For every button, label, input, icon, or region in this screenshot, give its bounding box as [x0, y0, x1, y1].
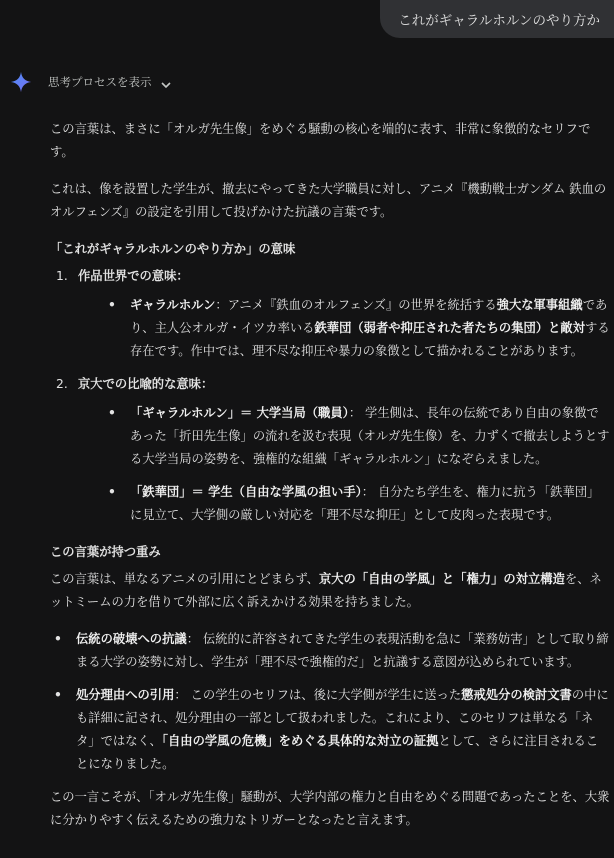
bold-text: 「ギャラルホルン」＝ 大学当局（職員）	[130, 406, 349, 420]
thought-toggle[interactable]	[10, 70, 172, 94]
bold-text: 強大な軍事組織	[496, 298, 583, 312]
sub-bullet-list	[78, 402, 610, 527]
bullet: •	[54, 688, 62, 702]
user-message-text: これがギャラルホルンのやり方か	[398, 13, 600, 29]
list-item	[50, 265, 610, 363]
text: を、ネットミームの力を借りて外部に広く訴えかける効果を持ちました。	[50, 572, 602, 609]
meaning-heading: 「これがギャラルホルンのやり方か」の意味	[50, 242, 296, 256]
list-number: 1.	[56, 269, 68, 283]
list-item	[50, 684, 610, 776]
bold-text: 鉄華団（弱者や抑圧された者たちの集団）と敵対	[314, 321, 586, 335]
list-item	[104, 294, 610, 363]
text: の中にも詳細に記され、処分理由の一部として扱われました。これにより、このセリフは単なる「ネタ」ではなく、	[76, 688, 609, 748]
list-number: 2.	[56, 377, 68, 391]
text: として、さらに注目されることになりました。	[76, 734, 599, 771]
intro-paragraph: この言葉は、まさに「オルガ先生像」をめぐる騒動の核心を端的に表す、非常に象徴的なセリフです。	[50, 122, 591, 159]
thought-toggle-label[interactable]: 思考プロセスを表示	[48, 75, 152, 89]
bold-text: 伝統の破壊への抗議	[76, 632, 187, 646]
text: ： 伝統的に許容されてきた学生の表現活動を急に「業務妨害」として取り締まる大学の姿勢に対し、学生が「理不尽で強権的だ」と抗議する意図が込められています。	[76, 632, 609, 669]
text: ： 自分たち学生を、権力に抗う「鉄華団」に見立て、大学側の厳しい対応を「理不尽な抑圧」として皮肉った表現です。	[130, 485, 600, 522]
list-item	[104, 402, 610, 471]
sub-bullet-list	[78, 294, 610, 363]
bullet: •	[54, 632, 62, 646]
bold-text: 「鉄華団」＝ 学生（自由な学風の担い手）	[130, 485, 362, 499]
bold-text: 京大の「自由の学風」と「権力」の対立構造	[318, 572, 565, 586]
bold-text: 「自由の学風の危機」をめぐる具体的な対立の証拠	[161, 734, 439, 748]
response-content	[50, 118, 610, 846]
text: ： 学生側は、長年の伝統であり自由の象徴であった「折田先生像」の流れを汲む表現（オルガ先生像）を、力ずくで撤去しようとする大学当局の姿勢を、強権的な組織「ギャラルホルン」になぞらえました。	[130, 406, 610, 466]
text: ： この学生のセリフは、後に大学側が学生に送った	[174, 688, 462, 702]
list-item	[50, 373, 610, 527]
text: ：アニメ『鉄血のオルフェンズ』の世界を統括する	[215, 298, 497, 312]
conclusion-paragraph: この一言こそが、「オルガ先生像」騒動が、大学内部の権力と自由をめぐる問題であったことを、大衆に分かりやすく伝えるための強力なトリガーとなったと言えます。	[50, 790, 610, 827]
list-item	[50, 628, 610, 674]
gemini-spark-icon	[10, 71, 32, 93]
context-paragraph: これは、像を設置した学生が、撤去にやってきた大学職員に対し、アニメ『機動戦士ガンダム 鉄血のオルフェンズ』の設定を引用して投げかけた抗議の言葉です。	[50, 182, 607, 219]
chevron-down-icon[interactable]	[160, 76, 172, 88]
list-item-title: 京大での比喩的な意味：	[78, 377, 214, 391]
text: であり、主人公オルガ・イツカ率いる	[130, 298, 608, 335]
weight-bullet-list	[50, 628, 610, 776]
bullet: •	[108, 298, 116, 312]
meaning-list	[50, 265, 610, 527]
weight-heading: この言葉が持つ重み	[50, 545, 161, 559]
bold-text: 懲戒処分の検討文書	[461, 688, 572, 702]
user-message-bubble	[380, 0, 614, 38]
list-item-title: 作品世界での意味：	[78, 269, 189, 283]
bullet: •	[108, 406, 116, 420]
text: この言葉は、単なるアニメの引用にとどまらず、	[50, 572, 319, 586]
weight-paragraph	[50, 568, 610, 614]
bold-text: ギャラルホルン	[130, 298, 216, 312]
list-item	[104, 481, 610, 527]
text: する存在です。作中では、理不尽な抑圧や暴力の象徴として描かれることがあります。	[130, 321, 610, 358]
bold-text: 処分理由への引用	[76, 688, 175, 702]
bullet: •	[108, 485, 116, 499]
